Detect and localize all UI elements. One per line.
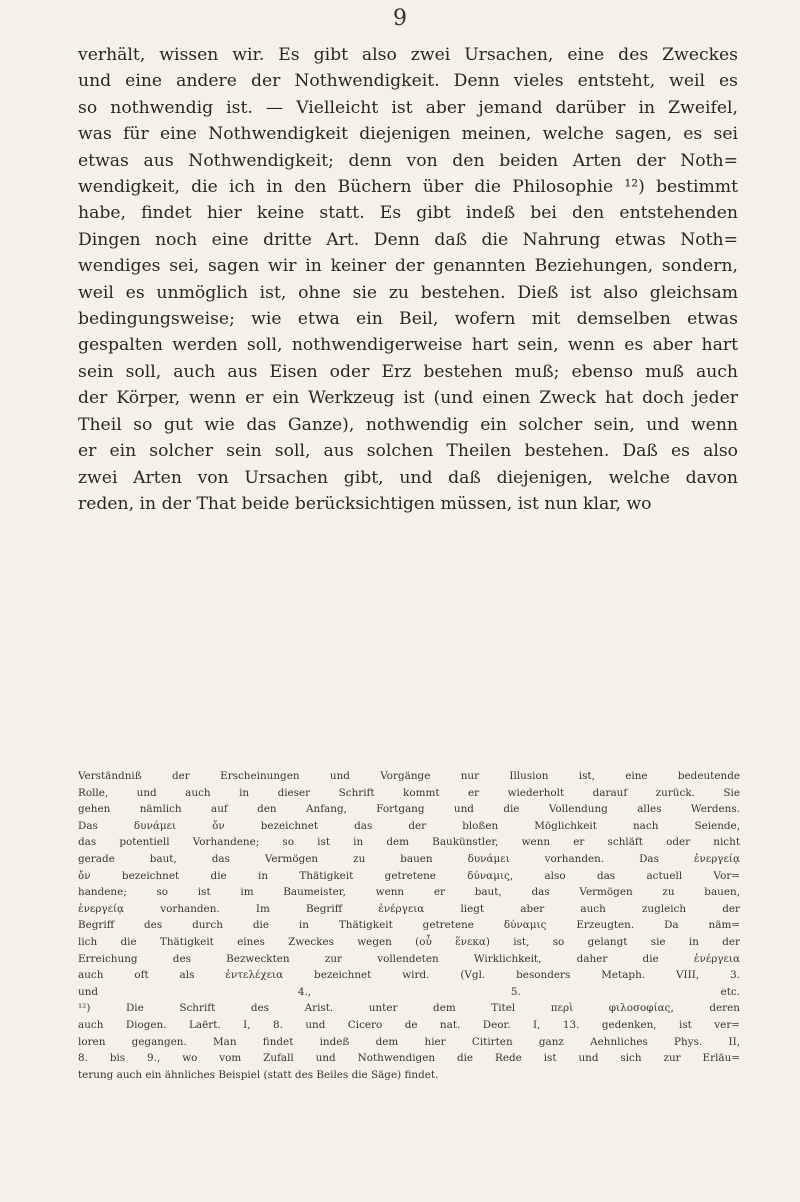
- text-line: was für eine Nothwendigkeit diejenigen meinen, welche sagen, es sei: [78, 124, 738, 145]
- footnote-line: ¹²) Die Schrift des Arist. unter dem Titel περὶ φιλοσοφίας, deren: [78, 1002, 740, 1015]
- text-line: Theil so gut wie das Ganze), nothwendig ein solcher sein, und wenn: [78, 414, 738, 435]
- text-line: der Körper, wenn er ein Werkzeug ist (und einen Zweck hat doch jeder: [78, 388, 738, 409]
- text-line: so nothwendig ist. — Vielleicht ist aber jemand darüber in Zweifel,: [78, 97, 738, 118]
- text-line: und eine andere der Nothwendigkeit. Denn vieles entsteht, weil es: [78, 71, 738, 92]
- text-line: er ein solcher sein soll, aus solchen Theilen bestehen. Daß es also: [78, 441, 738, 462]
- text-line: Dingen noch eine dritte Art. Denn daß die Nahrung etwas Noth=: [78, 229, 738, 250]
- main-text: [78, 42, 738, 517]
- footnote-line: Verständniß der Erscheinungen und Vorgänge nur Illusion ist, eine bedeutende: [78, 770, 740, 782]
- text-line: etwas aus Nothwendigkeit; denn von den beiden Arten der Noth=: [78, 150, 738, 171]
- text-line: sein soll, auch aus Eisen oder Erz bestehen muß; ebenso muß auch: [78, 361, 738, 382]
- footnote-line: terung auch ein ähnliches Beispiel (statt des Beiles die Säge) findet.: [78, 1068, 439, 1081]
- footnote-line: Rolle, und auch in dieser Schrift kommt er wiederholt darauf zurück. Sie: [78, 786, 740, 799]
- footnote-line: und 4., 5. etc.: [78, 985, 740, 998]
- text-line: reden, in der That beide berücksichtigen müssen, ist nun klar, wo: [78, 493, 652, 514]
- footnote-line: das potentiell Vorhandene; so ist in dem Baukünstler, wenn er schläft oder nicht: [78, 836, 740, 849]
- footnote-line: 8. bis 9., wo vom Zufall und Nothwendigen die Rede ist und sich zur Erläu=: [78, 1052, 740, 1065]
- footnote-line: loren gegangen. Man findet indeß dem hier Citirten ganz Aehnliches Phys. II,: [78, 1035, 740, 1048]
- footnote-line: Begriff des durch die in Thätigkeit getretene δύναμις Erzeugten. Da näm=: [78, 919, 740, 932]
- footnote-line: Das δυνάμει ὄν bezeichnet das der bloßen Möglichkeit nach Seiende,: [78, 819, 740, 832]
- footnote-line: gehen nämlich auf den Anfang, Fortgang und die Vollendung alles Werdens.: [78, 803, 740, 816]
- text-line: habe, findet hier keine statt. Es gibt indeß bei den entstehenden: [78, 203, 738, 224]
- page-number: 9: [393, 6, 407, 31]
- text-line: gespalten werden soll, nothwendigerweise hart sein, wenn es aber hart: [78, 335, 738, 356]
- footnotes: [78, 768, 740, 1083]
- footnote-line: ὄν bezeichnet die in Thätigkeit getretene δύναμις, also das actuell Vor=: [78, 869, 740, 882]
- text-line: bedingungsweise; wie etwa ein Beil, wofern mit demselben etwas: [78, 309, 738, 330]
- text-line: verhält, wissen wir. Es gibt also zwei Ursachen, eine des Zweckes: [78, 45, 738, 65]
- footnote-line: handene; so ist im Baumeister, wenn er baut, das Vermögen zu bauen,: [78, 886, 740, 899]
- footnote-line: ἐνεργείᾳ vorhanden. Im Begriff ἐνέργεια liegt aber auch zugleich der: [78, 902, 740, 915]
- footnote-line: Erreichung des Bezweckten zur vollendeten Wirklichkeit, daher die ἐνέργεια: [78, 952, 740, 965]
- footnote-line: auch Diogen. Laërt. I, 8. und Cicero de nat. Deor. I, 13. gedenken, ist ver=: [78, 1018, 740, 1031]
- footnote-line: auch oft als ἐντελέχεια bezeichnet wird. (Vgl. besonders Metaph. VIII, 3.: [78, 969, 740, 982]
- text-line: wendiges sei, sagen wir in keiner der genannten Beziehungen, sondern,: [78, 256, 738, 277]
- footnote-line: lich die Thätigkeit eines Zweckes wegen (οὗ ἕνεκα) ist, so gelangt sie in der: [78, 935, 740, 948]
- footnote-line: gerade baut, das Vermögen zu bauen δυνάμει vorhanden. Das ἐνεργείᾳ: [78, 852, 740, 865]
- text-line: zwei Arten von Ursachen gibt, und daß diejenigen, welche davon: [78, 467, 738, 488]
- text-line: wendigkeit, die ich in den Büchern über die Philosophie ¹²) bestimmt: [78, 177, 738, 198]
- text-line: weil es unmöglich ist, ohne sie zu bestehen. Dieß ist also gleichsam: [78, 282, 738, 303]
